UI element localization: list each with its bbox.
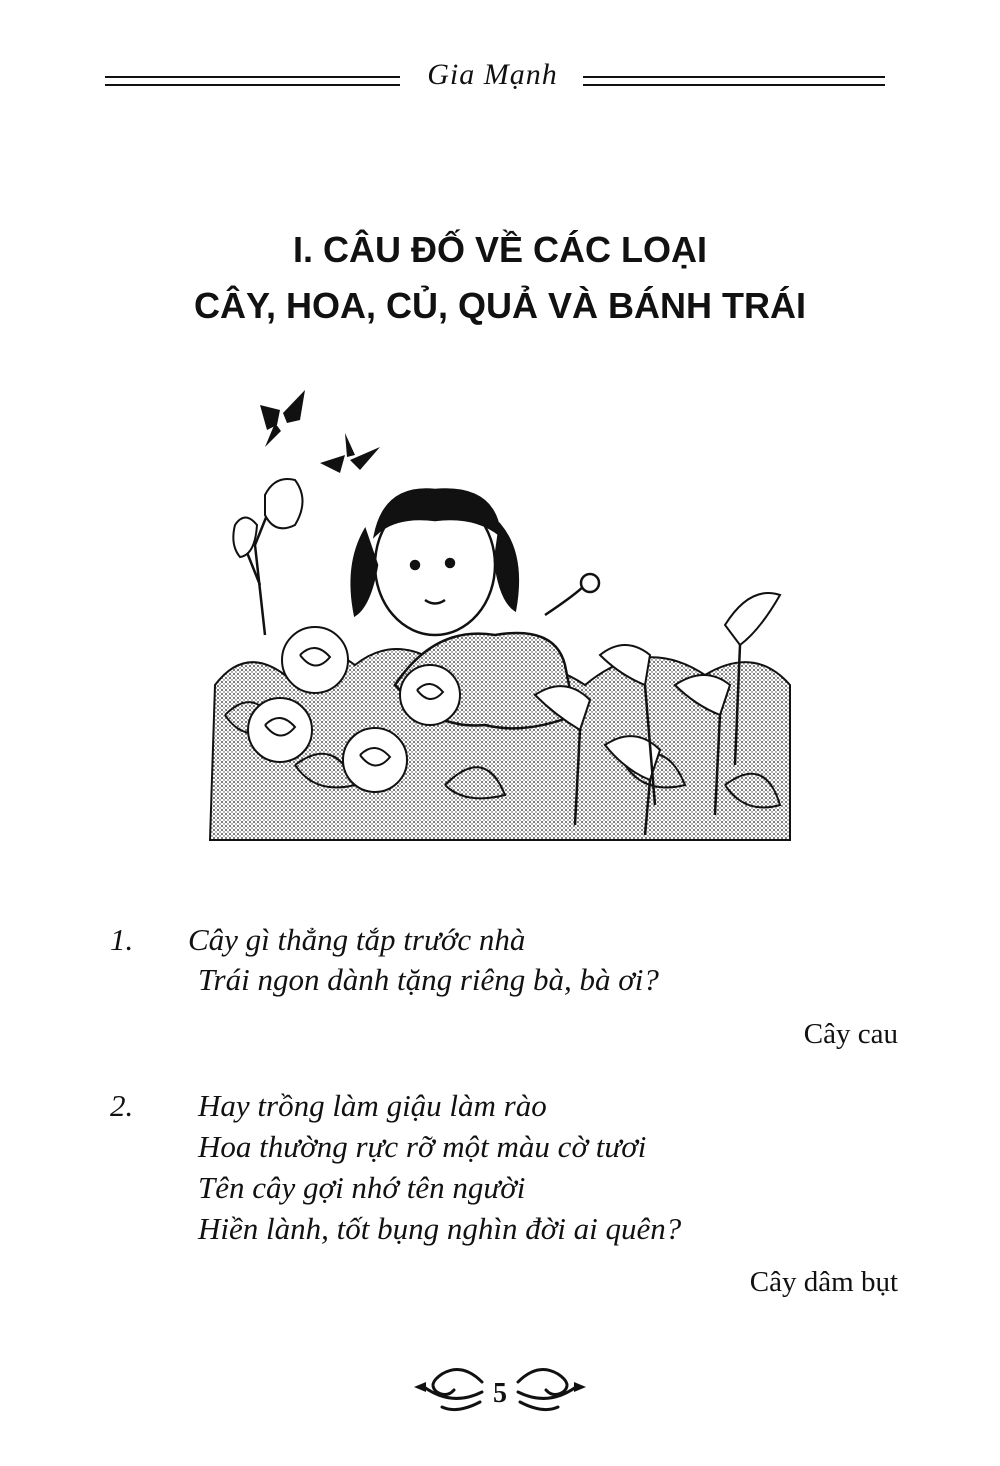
running-header	[105, 58, 885, 98]
riddle-answer: Cây dâm bụt	[749, 1266, 898, 1298]
riddle-line: Trái ngon dành tặng riêng bà, bà ơi?	[198, 962, 659, 997]
header-rule-right	[583, 76, 885, 86]
riddle-line: Hiền lành, tốt bụng nghìn đời ai quên?	[198, 1211, 682, 1246]
riddle-number: 1.	[110, 922, 134, 957]
section-title-line-1: I. CÂU ĐỐ VỀ CÁC LOẠI	[292, 229, 708, 270]
butterfly-icon	[320, 433, 380, 473]
riddle-line: Tên cây gợi nhớ tên người	[198, 1170, 526, 1205]
page-number: 5	[493, 1378, 507, 1409]
riddle-line: Cây gì thẳng tắp trước nhà	[188, 922, 526, 957]
section-title-line-2: CÂY, HOA, CỦ, QUẢ VÀ BÁNH TRÁI	[193, 285, 807, 326]
riddle-answer: Cây cau	[803, 1018, 898, 1050]
riddle-line: Hay trồng làm giậu làm rào	[198, 1088, 547, 1123]
section-title	[0, 222, 1000, 334]
header-rule-left	[105, 76, 400, 86]
butterfly-icon	[260, 390, 305, 447]
riddle-line: Hoa thường rực rỡ một màu cờ tươi	[198, 1129, 647, 1164]
riddle-number: 2.	[110, 1088, 134, 1123]
girl-smelling-flowers-icon	[205, 385, 795, 850]
header-author: Gia Mạnh	[427, 58, 558, 91]
